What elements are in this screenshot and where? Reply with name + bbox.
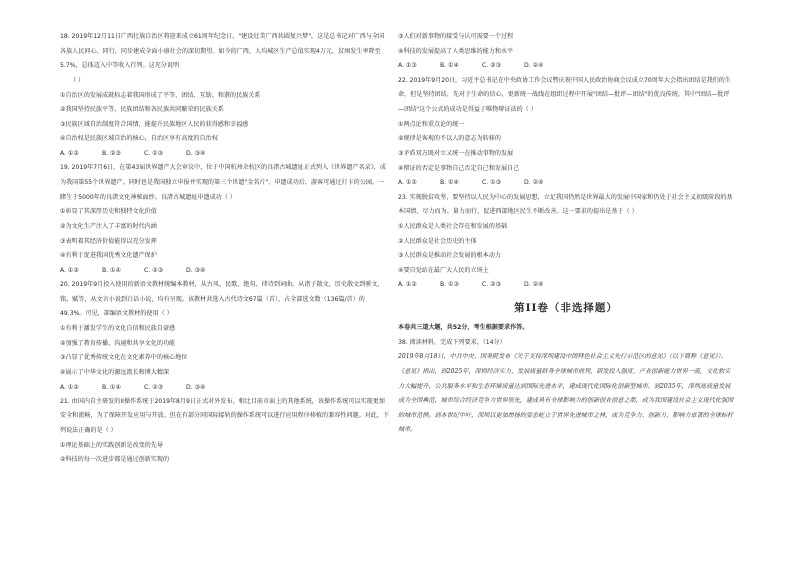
question-21-option-2: ②科技的每一次进步都是通过创新实现的 [60,456,170,464]
question-18 [60,30,390,161]
question-19-option-3: ③表明着其经济价值能得以充分发挥 [60,237,157,245]
question-18-answers [60,147,390,162]
question-23-stem: 23. 实现脱贫攻坚，要坚持以人民为中心的发展思想，立足我国仍然是世界最大的发展中国家和仍处于社会主义初级阶段的基本国情，尽力而为、量力而行，促进西部地区民生不断改善。这一要求的提出是基于（ ） [398,193,733,216]
answer-d[interactable]: D. ②④ [524,281,544,289]
answer-b[interactable]: B. ①④ [440,179,459,187]
question-19 [60,161,390,278]
question-19-answers [60,264,390,279]
answer-b[interactable]: B. ①④ [440,62,459,70]
question-38-heading: 38. 阅读材料，完成下列要求。（14分） [398,339,506,347]
question-19-stem: 19. 2019年7月6日，在第43届世界遗产大会审议中，位于中国杭州余杭区的良渚古城遗址正式列入《世界遗产名录》，成为我国第55个世界遗产。同时也是我国独立申报并实现的第三个世遗"金名片"。申遗成功后，游客可通过打卡的公园，一睹生于5000年的良渚文化神秘面纱。良渚古城遗址申遗成功（ ） [60,164,386,201]
question-22-option-3: ③矛盾双方既对立又统一在推动事物的发展 [398,150,514,157]
answer-a[interactable]: A. ①② [398,281,417,289]
answer-b[interactable]: B. ②③ [102,150,121,157]
right-column [398,30,734,438]
question-22-option-1: ①两点论和重点论的统一 [398,120,465,128]
question-21-stem: 21. 由国内自主研发的II操作系统于2019年8月9日正式对外发布。相比目前市面上的其他系统，该操作系统可以实现更加安全和流畅，为了保障开发应用与开放。但在有部分同国际接轨的操作系统可以进行应用程序移植的兼容性问题。对此，下列说法正确的是（ ） [60,397,390,435]
question-23-option-4: ④要自觉站在最广大人民的立场上 [398,266,489,274]
answer-d[interactable]: D. ③④ [186,383,206,391]
answer-a[interactable]: A. ①② [60,266,79,274]
question-22 [398,74,734,191]
question-19-option-2: ②为文化生产注入了丰富的时代内涵 [60,222,157,230]
answer-c[interactable]: C. ①③ [482,179,502,187]
question-23-option-3: ③人民群众是推动社会发展的根本动力 [398,252,501,260]
answer-b[interactable]: B. ①④ [102,383,121,391]
question-22-stem: 22. 2019年9月20日，习近平总书记在中央政协工作会议暨庆祝中国人民政治协商会议成立70周年大会指出团结是我们的生命，但是坚持团结，先对于生命的信心，更新统一战线在组织过程中开展"团结—批评—团结"的优良传统，其中"团结—批评—团结"这个公式的成功是得益于唯物辩证法的（ ） [398,76,731,113]
answer-b[interactable]: B. ①③ [440,281,459,289]
question-23-option-1: ①人民群众是人类社会存在和发展的基础 [398,222,508,230]
question-21-answers [398,59,734,74]
question-23-answers [398,278,734,293]
question-20-option-1: ①有利于激发学生的文化自信和民族自豪感 [60,325,176,333]
question-23 [398,191,734,293]
question-22-option-2: ②规律是客观的不以人的意志为转移的 [398,135,501,143]
answer-c[interactable]: C. ②③ [144,266,164,274]
question-20-option-2: ②加强了教育传播、沟通和共享文化的功能 [60,339,176,347]
question-21 [60,395,390,468]
answer-a[interactable]: A. ①② [60,150,79,157]
question-18-option-3: ③民族区域自治制度符合国情，能提升民族地区人民的获得感和幸福感 [60,120,249,128]
answer-c[interactable]: C. ②③ [144,383,164,391]
question-18-option-1: ①自治区的发展成就标志着我国形成了平等、团结、互助、和谐的民族关系 [60,91,261,99]
question-21-option-4: ④科技的发展提高了人类思维的能力和水平 [398,47,514,55]
part-2-title: 第II卷（非选择题） [514,301,618,314]
question-21-continued [398,30,734,74]
question-22-option-4: ④辩证的否定是事物自己否定自己和发展自己 [398,164,520,172]
question-20-answers [60,380,390,395]
answer-a[interactable]: A. ①② [398,179,417,187]
question-23-option-2: ②人民群众是社会历史的主体 [398,237,477,245]
answer-d[interactable]: D. ②④ [524,62,544,70]
answer-d[interactable]: D. ③④ [186,150,206,157]
question-22-answers [398,176,734,191]
part-2-intro: 本卷共三道大题，共52分，考生根据要求作答。 [398,324,529,332]
question-21-option-1: ①理论基础上的实践创新是改变的先导 [60,441,163,449]
answer-c[interactable]: C. ②③ [482,281,502,289]
answer-c[interactable]: C. ②③ [482,62,502,70]
question-18-option-4: ④自治权是民族区域自治的核心，自治区享有高度的自治权 [60,135,218,143]
question-21-option-3: ③人们对新事物的接受与认可需要一个过程 [398,33,514,41]
question-20-option-3: ③凸显了优秀传统文化在文化素养中的核心地位 [60,354,188,362]
answer-b[interactable]: B. ①④ [102,266,121,274]
answer-c[interactable]: C. ①③ [144,150,164,157]
question-38-material: 2019年8月18日，中共中央、国务院发布《关于支持深圳建设中国特色社会主义先行示范区的意见》（以下简称《意见》）。《意见》指出，到2025年，深圳经济实力、发展质量跻身全球城市前列，研发投入强度、产业创新能力世界一流，文化软实力大幅提升，公共服务水平和生态环境质量达到国际先进水平，建成现代化国际化创新型城市。到2035年，深圳高质量发展成为全国典范，城市综合经济竞争力世界领先，建成具有全球影响力的创新创业创意之都，成为我国建设社会主义现代化强国的城市范例。到本世纪中叶，深圳以更加昂扬的姿态屹立于世界先进城市之林，成为竞争力、创新力、影响力卓著的全球标杆城市。 [398,353,734,434]
left-column [60,30,390,468]
question-20-option-4: ④展示了中华文化的源远流长和博大精深 [60,368,170,376]
question-20-stem: 20. 2019年9月投入使用的新语文教材统编本教材，从古风、民歌、绝句、律诗到词曲，从诸子散文、历史散文到骈文、铭、赋等，从文言小说到白话小说，均有呈现。该教材共选入古代诗文67篇（首），占全部选文数（136篇/首）的49.3%。可见，部编语文教材的使用（ ） [60,281,384,318]
question-20 [60,278,390,395]
answer-a[interactable]: A. ①② [60,383,79,391]
question-19-option-1: ①彰显了其深厚历史和独特文化价值 [60,208,157,216]
question-18-stem: 18. 2019年12月11日广西壮族自治区将迎来成立61周年纪念日。"建设壮美广西共圆复兴梦"，这是总书记对广西与全国各族人民同心、同行，同步建成全面小康社会的深切期望。如今的广西，人均城区生产总值实现4万元，贫困发生率降至5.7%，总体迈入中等收入行列。这充分说明 [60,33,385,70]
question-19-option-4: ④有利于促进我国优秀文化遗产保护 [60,252,157,260]
question-18-bracket: （ ） [70,77,85,85]
answer-d[interactable]: D. ③④ [186,266,206,274]
answer-d[interactable]: D. ②④ [524,179,544,187]
answer-a[interactable]: A. ①③ [398,62,417,70]
question-18-option-2: ②我国坚持民族平等，民族团结和各民族共同繁荣的民族关系 [60,106,224,114]
